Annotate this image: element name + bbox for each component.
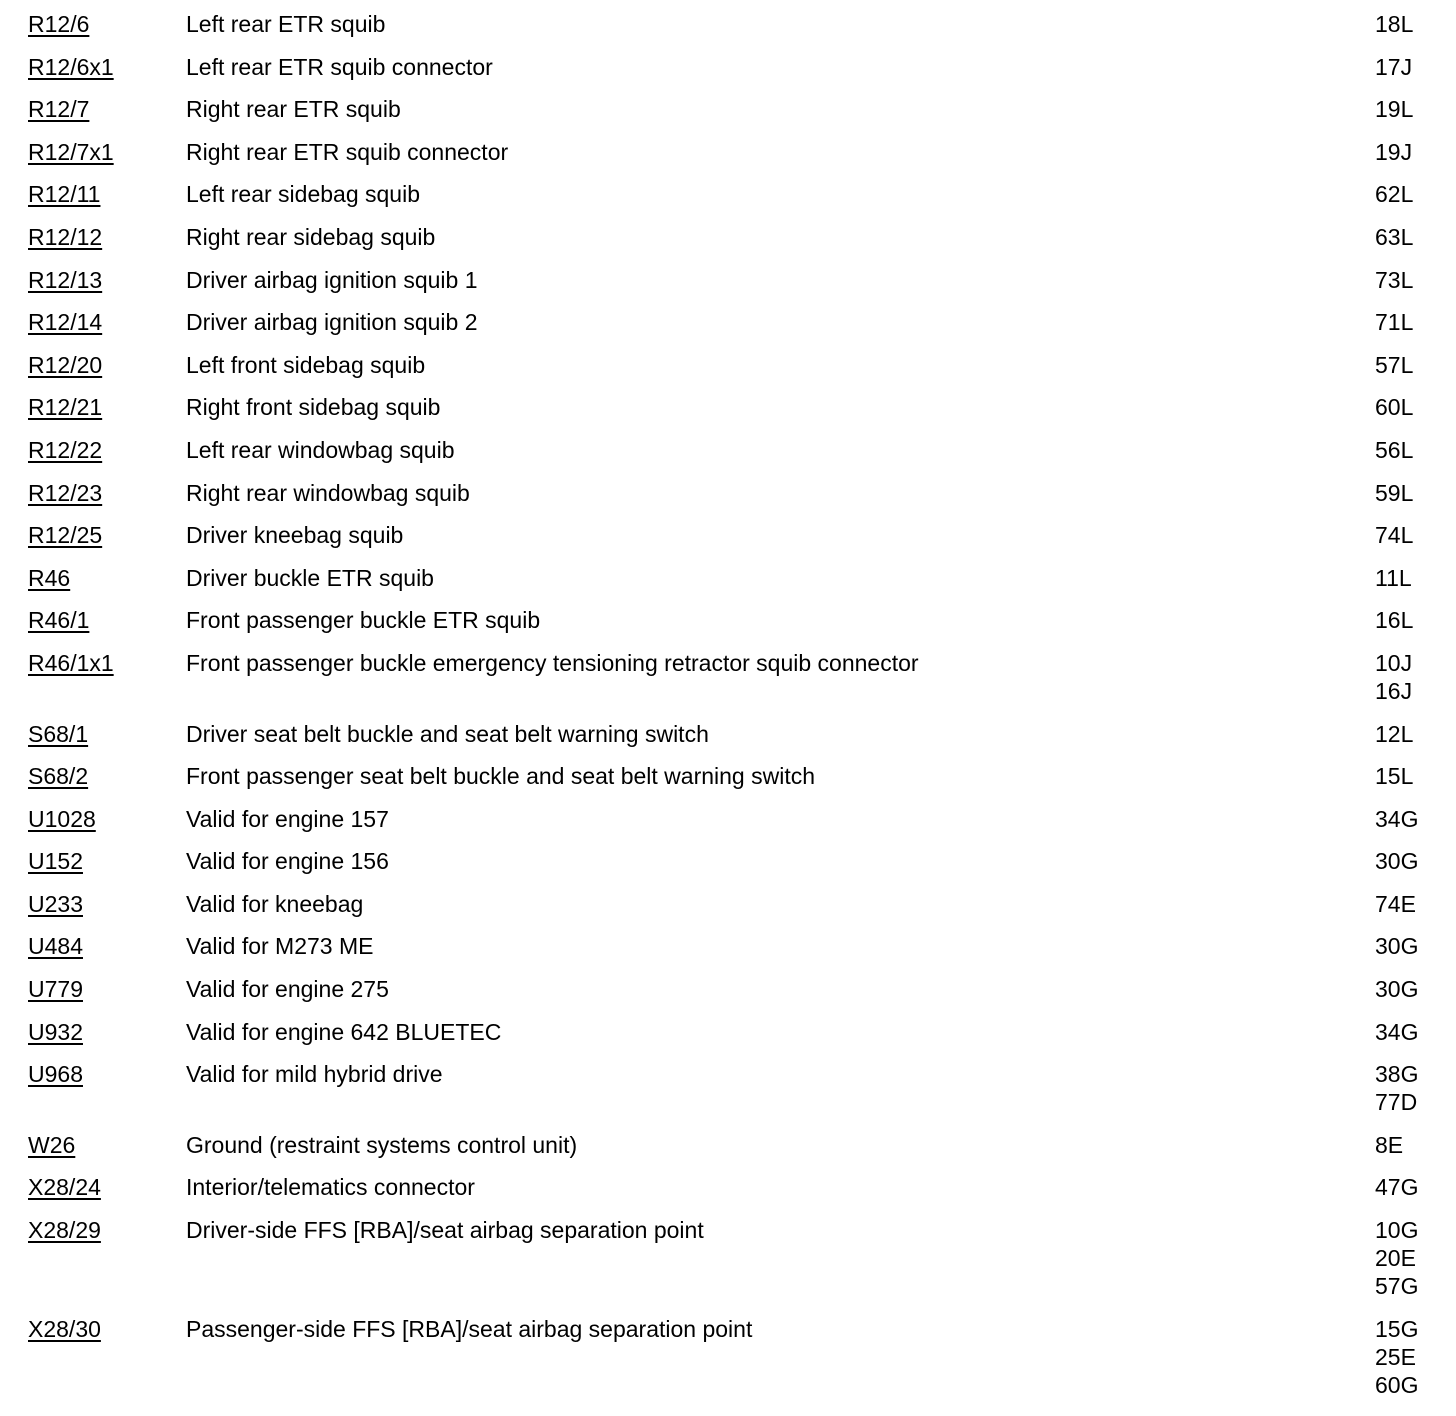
legend-row xyxy=(28,649,1438,705)
grid-locations xyxy=(1375,393,1413,421)
grid-location: 10G xyxy=(1375,1217,1419,1244)
component-description: Valid for M273 ME xyxy=(186,933,374,960)
legend-row xyxy=(28,1173,1438,1201)
legend-row xyxy=(28,95,1438,123)
legend-row xyxy=(28,890,1438,918)
grid-location: 11L xyxy=(1375,564,1412,591)
component-legend xyxy=(28,10,1438,1413)
component-description: Driver buckle ETR squib xyxy=(186,564,434,591)
grid-location: 71L xyxy=(1375,309,1414,336)
grid-location: 57G xyxy=(1375,1273,1419,1300)
grid-locations xyxy=(1375,223,1413,251)
grid-locations xyxy=(1375,53,1412,81)
legend-row xyxy=(28,351,1438,379)
component-code-link[interactable]: W26 xyxy=(28,1131,76,1158)
grid-locations xyxy=(1375,975,1418,1003)
component-code-link[interactable]: U968 xyxy=(28,1061,83,1088)
component-code-link[interactable]: U932 xyxy=(28,1018,83,1045)
component-code-link[interactable]: S68/1 xyxy=(28,720,89,747)
component-code-link[interactable]: R12/23 xyxy=(28,479,103,506)
component-description: Left rear windowbag squib xyxy=(186,436,455,463)
component-description: Left rear sidebag squib xyxy=(186,181,420,208)
legend-row xyxy=(28,308,1438,336)
legend-row xyxy=(28,1315,1438,1399)
grid-locations xyxy=(1375,308,1413,336)
legend-row xyxy=(28,564,1438,592)
grid-location: 59L xyxy=(1375,479,1414,506)
component-code-link[interactable]: R12/21 xyxy=(28,394,103,421)
grid-location: 34G xyxy=(1375,1018,1419,1045)
legend-row xyxy=(28,180,1438,208)
component-description: Valid for engine 157 xyxy=(186,805,389,832)
grid-locations xyxy=(1375,1173,1418,1201)
component-description: Interior/telematics connector xyxy=(186,1174,475,1201)
legend-row xyxy=(28,138,1438,166)
component-code-link[interactable]: R12/13 xyxy=(28,266,103,293)
grid-locations xyxy=(1375,266,1413,294)
component-description: Valid for kneebag xyxy=(186,890,364,917)
grid-locations xyxy=(1375,1018,1418,1046)
legend-row xyxy=(28,479,1438,507)
grid-locations xyxy=(1375,10,1413,38)
legend-row xyxy=(28,1216,1438,1300)
component-description: Front passenger buckle ETR squib xyxy=(186,607,541,634)
legend-row xyxy=(28,606,1438,634)
grid-locations xyxy=(1375,932,1418,960)
grid-location: 20E xyxy=(1375,1245,1416,1272)
component-description: Valid for engine 642 BLUETEC xyxy=(186,1018,502,1045)
component-description: Left front sidebag squib xyxy=(186,351,426,378)
component-description: Left rear ETR squib connector xyxy=(186,53,493,80)
grid-locations xyxy=(1375,479,1413,507)
component-description: Valid for mild hybrid drive xyxy=(186,1061,443,1088)
legend-row xyxy=(28,1131,1438,1159)
grid-location: 25E xyxy=(1375,1343,1416,1370)
component-code-link[interactable]: X28/29 xyxy=(28,1217,101,1244)
grid-location: 19L xyxy=(1375,96,1414,123)
component-code-link[interactable]: X28/24 xyxy=(28,1174,101,1201)
grid-locations xyxy=(1375,1131,1403,1159)
component-description: Right front sidebag squib xyxy=(186,394,441,421)
grid-locations xyxy=(1375,720,1413,748)
component-description: Right rear sidebag squib xyxy=(186,223,436,250)
legend-row xyxy=(28,847,1438,875)
component-description: Driver airbag ignition squib 1 xyxy=(186,266,478,293)
grid-location: 16J xyxy=(1375,677,1413,704)
component-code-link[interactable]: U152 xyxy=(28,848,83,875)
grid-location: 73L xyxy=(1375,266,1414,293)
legend-row xyxy=(28,975,1438,1003)
component-code-link[interactable]: R12/12 xyxy=(28,223,103,250)
grid-location: 63L xyxy=(1375,223,1414,250)
legend-row xyxy=(28,1060,1438,1116)
grid-locations xyxy=(1375,805,1418,833)
component-code-link[interactable]: U484 xyxy=(28,933,83,960)
legend-row xyxy=(28,266,1438,294)
legend-row xyxy=(28,53,1438,81)
grid-location: 34G xyxy=(1375,805,1419,832)
component-description: Valid for engine 275 xyxy=(186,976,389,1003)
component-description: Driver kneebag squib xyxy=(186,522,404,549)
grid-location: 60L xyxy=(1375,394,1414,421)
component-description: Driver seat belt buckle and seat belt warning switch xyxy=(186,720,709,747)
grid-location: 47G xyxy=(1375,1174,1419,1201)
grid-location: 15G xyxy=(1375,1315,1419,1342)
grid-location: 15L xyxy=(1375,763,1414,790)
grid-locations xyxy=(1375,138,1412,166)
legend-row xyxy=(28,1018,1438,1046)
legend-row xyxy=(28,393,1438,421)
grid-locations xyxy=(1375,606,1413,634)
grid-location: 74E xyxy=(1375,890,1416,917)
legend-row xyxy=(28,223,1438,251)
grid-location: 17J xyxy=(1375,53,1413,80)
grid-locations xyxy=(1375,890,1416,918)
legend-row xyxy=(28,10,1438,38)
grid-locations xyxy=(1375,847,1418,875)
grid-location: 16L xyxy=(1375,607,1414,634)
grid-location: 60G xyxy=(1375,1371,1419,1398)
component-code-link[interactable]: R46 xyxy=(28,564,71,591)
component-code-link[interactable]: R12/7 xyxy=(28,96,90,123)
component-code-link[interactable]: U779 xyxy=(28,976,83,1003)
component-code-link[interactable]: S68/2 xyxy=(28,763,89,790)
component-description: Passenger-side FFS [RBA]/seat airbag separation point xyxy=(186,1315,753,1342)
grid-location: 62L xyxy=(1375,181,1414,208)
component-description: Right rear ETR squib connector xyxy=(186,138,509,165)
grid-location: 56L xyxy=(1375,436,1414,463)
component-code-link[interactable]: R12/7x1 xyxy=(28,138,114,165)
component-description: Driver airbag ignition squib 2 xyxy=(186,309,478,336)
component-description: Right rear ETR squib xyxy=(186,96,401,123)
grid-location: 30G xyxy=(1375,848,1419,875)
component-code-link[interactable]: R12/6 xyxy=(28,11,90,37)
component-description: Front passenger buckle emergency tensioning retractor squib connector xyxy=(186,649,919,676)
component-description: Front passenger seat belt buckle and seat belt warning switch xyxy=(186,763,816,790)
grid-location: 8E xyxy=(1375,1131,1404,1158)
grid-location: 57L xyxy=(1375,351,1414,378)
grid-locations xyxy=(1375,95,1413,123)
grid-locations xyxy=(1375,521,1413,549)
component-description: Valid for engine 156 xyxy=(186,848,389,875)
grid-locations xyxy=(1375,180,1413,208)
legend-row xyxy=(28,805,1438,833)
grid-location: 30G xyxy=(1375,976,1419,1003)
component-code-link[interactable]: X28/30 xyxy=(28,1315,101,1342)
component-code-link[interactable]: R46/1 xyxy=(28,607,90,634)
grid-location: 12L xyxy=(1375,720,1414,747)
grid-locations xyxy=(1375,564,1412,592)
component-code-link[interactable]: U233 xyxy=(28,890,83,917)
component-code-link[interactable]: R12/20 xyxy=(28,351,103,378)
grid-locations xyxy=(1375,1060,1418,1116)
component-code-link[interactable]: R12/25 xyxy=(28,522,103,549)
grid-location: 10J xyxy=(1375,649,1413,676)
grid-location: 19J xyxy=(1375,138,1413,165)
legend-row xyxy=(28,521,1438,549)
component-code-link[interactable]: U1028 xyxy=(28,805,96,832)
grid-location: 74L xyxy=(1375,522,1414,549)
component-description: Driver-side FFS [RBA]/seat airbag separation point xyxy=(186,1217,704,1244)
grid-locations xyxy=(1375,762,1413,790)
component-code-link[interactable]: R12/11 xyxy=(28,181,101,208)
legend-row xyxy=(28,720,1438,748)
grid-location: 77D xyxy=(1375,1089,1418,1116)
grid-locations xyxy=(1375,351,1413,379)
component-code-link[interactable]: R12/6x1 xyxy=(28,53,114,80)
grid-location: 38G xyxy=(1375,1061,1419,1088)
legend-row xyxy=(28,762,1438,790)
legend-row xyxy=(28,932,1438,960)
component-code-link[interactable]: R12/14 xyxy=(28,309,103,336)
grid-locations xyxy=(1375,436,1413,464)
component-code-link[interactable]: R46/1x1 xyxy=(28,649,114,676)
grid-location: 18L xyxy=(1375,11,1414,37)
grid-locations xyxy=(1375,649,1412,705)
grid-locations xyxy=(1375,1216,1418,1300)
grid-locations xyxy=(1375,1315,1418,1399)
component-description: Ground (restraint systems control unit) xyxy=(186,1131,578,1158)
component-code-link[interactable]: R12/22 xyxy=(28,436,103,463)
component-description: Left rear ETR squib xyxy=(186,11,386,37)
grid-location: 30G xyxy=(1375,933,1419,960)
component-description: Right rear windowbag squib xyxy=(186,479,470,506)
legend-row xyxy=(28,436,1438,464)
